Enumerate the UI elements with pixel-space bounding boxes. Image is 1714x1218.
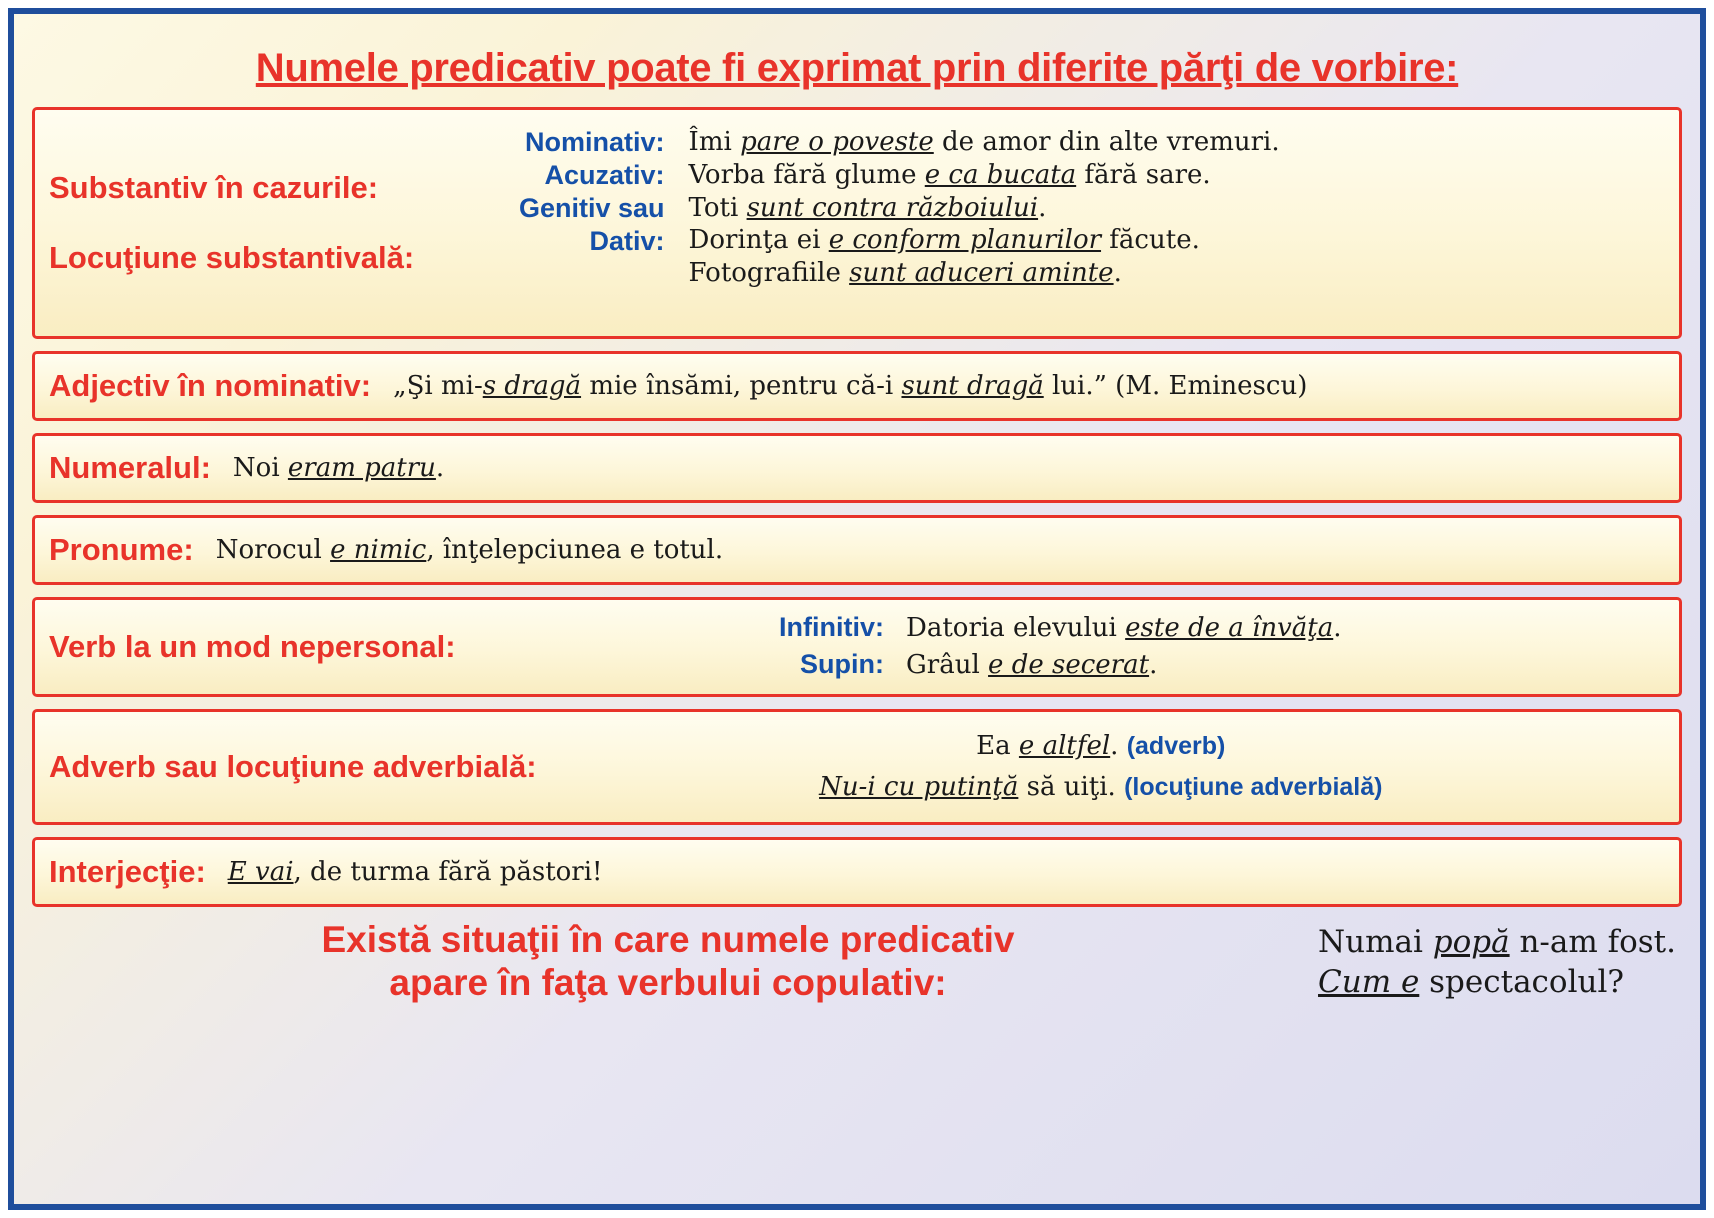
example-emphasis: este de a învăţa: [1125, 613, 1334, 644]
example-text: .: [435, 452, 445, 483]
footer-note-line1: Există situaţii în care numele predicativ: [321, 919, 1015, 960]
example-text: , înţelepciunea e totul.: [426, 534, 724, 565]
footer-examples: [1298, 922, 1676, 1003]
example-emphasis: E vai: [227, 856, 294, 887]
example-locutiune-adverbiala: [819, 771, 1382, 804]
example-emphasis: s dragă: [482, 370, 582, 401]
example-emphasis: Nu-i cu putinţă: [819, 772, 1019, 802]
example-text: Norocul: [215, 534, 331, 565]
example-text: lui.” (M. Eminescu): [1043, 370, 1308, 401]
label-verb: Verb la un mod nepersonal:: [49, 629, 456, 664]
footer-example-1: [1318, 922, 1676, 962]
case-genitiv: Genitiv sau: [519, 192, 665, 223]
label-substantiv: Substantiv în cazurile:: [49, 170, 379, 205]
example-supin: [906, 649, 1341, 682]
example-emphasis: popă: [1432, 923, 1510, 960]
label-numeral: Numeralul:: [49, 450, 211, 485]
example-emphasis: e ca bucata: [924, 159, 1077, 190]
row-verb: [32, 597, 1682, 697]
poster: [8, 8, 1706, 1210]
example-dativ: [689, 224, 1665, 257]
footer-note: [38, 919, 1298, 1005]
example-text: .: [1113, 258, 1122, 288]
label-adverb: Adverb sau locuţiune adverbială:: [49, 749, 537, 784]
substantiv-labels: [49, 120, 519, 326]
footer-example-2: [1318, 962, 1676, 1002]
example-text: n-am fost.: [1509, 923, 1676, 960]
label-pronume: Pronume:: [49, 532, 194, 567]
example-text: Fotografiile: [688, 258, 850, 288]
case-dativ: Dativ:: [589, 225, 665, 256]
example-adjectiv: [393, 370, 1307, 403]
case-nominativ: Nominativ:: [525, 127, 665, 157]
row-numeral: [32, 433, 1682, 503]
sublabel-supin: Supin:: [800, 649, 885, 679]
footer: [32, 919, 1682, 1005]
example-text: Ea: [976, 731, 1019, 762]
example-text: să uiţi.: [1018, 772, 1125, 802]
footer-note-line2: apare în faţa verbului copulativ:: [389, 961, 947, 1003]
row-pronume: [32, 515, 1682, 585]
sublabel-infinitiv: Infinitiv:: [779, 612, 885, 643]
label-adjectiv: Adjectiv în nominativ:: [49, 368, 372, 403]
label-interjectie: Interjecţie:: [49, 854, 206, 889]
row-adjectiv: [32, 351, 1682, 421]
example-locutiune: [689, 257, 1665, 290]
example-text: .: [1110, 731, 1127, 762]
example-text: „Şi mi-: [393, 370, 483, 401]
example-emphasis: e altfel: [1018, 731, 1111, 762]
example-text: Datoria elevului: [906, 613, 1126, 644]
example-text: fără sare.: [1076, 159, 1211, 190]
verb-examples: [779, 612, 1341, 682]
example-nominativ: [689, 126, 1665, 159]
example-pronume: [216, 534, 723, 567]
example-genitiv: [689, 192, 1665, 225]
page-title: Numele predicativ poate fi exprimat prin diferite părţi de vorbire:: [255, 46, 1459, 90]
example-text: Numai: [1318, 923, 1433, 960]
example-emphasis: e conform planurilor: [828, 225, 1102, 256]
example-text: Dorinţa ei: [688, 225, 829, 256]
example-text: Vorba fără glume: [688, 159, 925, 190]
example-interjectie: [228, 856, 603, 889]
example-text: de amor din alte vremuri.: [933, 127, 1280, 157]
example-emphasis: sunt contra războiului: [746, 192, 1039, 223]
example-emphasis: sunt dragă: [901, 370, 1044, 401]
example-emphasis: pare o poveste: [740, 127, 934, 157]
example-text: .: [1038, 192, 1047, 223]
row-adverb: [32, 709, 1682, 825]
row-substantiv: [32, 107, 1682, 339]
row-interjectie: [32, 837, 1682, 907]
example-text: Noi: [232, 452, 288, 483]
example-text: .: [1149, 650, 1158, 680]
example-text: mie însămi, pentru că-i: [581, 370, 902, 401]
example-text: Toti: [688, 192, 747, 223]
example-numeral: [233, 452, 444, 485]
example-text: făcute.: [1101, 225, 1200, 256]
example-emphasis: sunt aduceri aminte: [849, 258, 1114, 288]
substantiv-examples: [679, 120, 1665, 326]
tag-locutiune-adverbiala: (locuţiune adverbială): [1124, 773, 1383, 801]
example-emphasis: eram patru: [287, 452, 436, 483]
label-locutiune-substantivala: Locuţiune substantivală:: [49, 240, 415, 275]
case-acuzativ: Acuzativ:: [544, 159, 665, 190]
example-adverb: [819, 730, 1382, 763]
adverb-examples: [819, 730, 1382, 804]
example-text: Îmi: [688, 127, 741, 157]
example-text: , de turma fără păstori!: [293, 856, 603, 887]
tag-adverb: (adverb): [1126, 732, 1226, 761]
example-acuzativ: [689, 159, 1665, 192]
example-text: spectacolul?: [1419, 963, 1624, 1000]
example-infinitiv: [906, 612, 1341, 645]
substantiv-cases: [519, 120, 679, 326]
example-emphasis: e de secerat: [988, 650, 1150, 680]
example-text: .: [1333, 613, 1342, 644]
example-text: Grâul: [906, 650, 989, 680]
example-emphasis: Cum e: [1318, 963, 1420, 1000]
example-emphasis: e nimic: [330, 534, 427, 565]
